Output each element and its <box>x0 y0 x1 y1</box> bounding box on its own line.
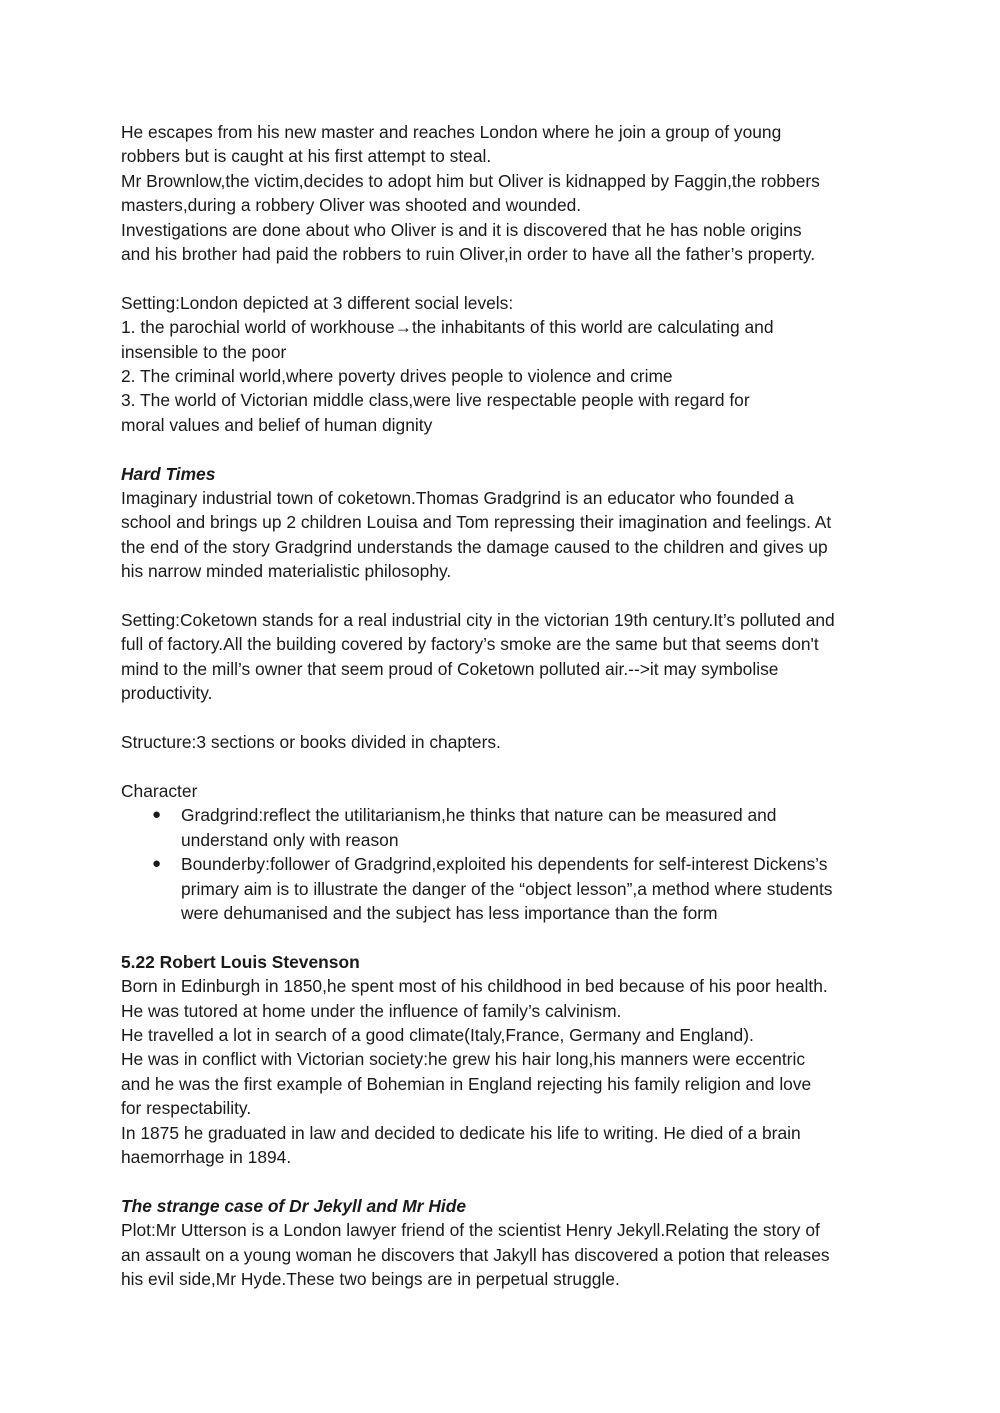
text-line: He was in conflict with Victorian society:he grew his hair long,his manners were eccentric <box>121 1049 806 1070</box>
text-line: haemorrhage in 1894. <box>121 1146 292 1167</box>
text-line: Plot:Mr Utterson is a London lawyer friend of the scientist Henry Jekyll.Relating the story of <box>121 1220 820 1241</box>
text-line: Mr Brownlow,the victim,decides to adopt him but Oliver is kidnapped by Faggin,the robbers <box>121 170 820 191</box>
hard-times-setting-paragraph <box>121 608 891 706</box>
text-line: understand only with reason <box>181 829 399 850</box>
text-line: Born in Edinburgh in 1850,he spent most of his childhood in bed because of his poor health. <box>121 976 828 997</box>
text-line: an assault on a young woman he discovers that Jakyll has discovered a potion that releases <box>121 1244 830 1265</box>
text-line: Setting:London depicted at 3 different social levels: <box>121 292 514 313</box>
text-line: Setting:Coketown stands for a real industrial city in the victorian 19th century.It’s polluted and <box>121 610 835 631</box>
text-line: He was tutored at home under the influence of family’s calvinism. <box>121 1000 622 1021</box>
paragraph-gap <box>121 706 891 730</box>
jekyll-heading: The strange case of Dr Jekyll and Mr Hide <box>121 1195 467 1216</box>
text-line: moral values and belief of human dignity <box>121 414 433 435</box>
oliver-plot-paragraph <box>121 120 891 266</box>
paragraph-gap <box>121 266 891 290</box>
hard-times-structure: Structure:3 sections or books divided in chapters. <box>121 732 501 753</box>
text-line: and he was the first example of Bohemian in England rejecting his family religion and love <box>121 1073 812 1094</box>
paragraph-gap <box>121 925 891 949</box>
character-label: Character <box>121 780 198 801</box>
hard-times-heading: Hard Times <box>121 463 216 484</box>
text-line: He travelled a lot in search of a good climate(Italy,France, Germany and England). <box>121 1024 754 1045</box>
text-line: primary aim is to illustrate the danger of the “object lesson”,a method where students <box>181 878 833 899</box>
text-line: and his brother had paid the robbers to ruin Oliver,in order to have all the father’s property. <box>121 244 816 265</box>
text-line: his narrow minded materialistic philosophy. <box>121 561 452 582</box>
hard-times-intro-paragraph <box>121 486 891 584</box>
text-line: mind to the mill’s owner that seem proud of Coketown polluted air.-->it may symbolise <box>121 658 779 679</box>
paragraph-gap <box>121 584 891 608</box>
text-line: for respectability. <box>121 1098 252 1119</box>
oliver-setting-paragraph <box>121 291 891 437</box>
text-line: Gradgrind:reflect the utilitarianism,he thinks that nature can be measured and <box>181 805 777 826</box>
paragraph-gap <box>121 755 891 779</box>
document-page <box>121 120 891 1291</box>
text-line: were dehumanised and the subject has less importance than the form <box>181 902 718 923</box>
jekyll-plot-paragraph <box>121 1218 891 1291</box>
list-item <box>121 852 891 925</box>
text-line: school and brings up 2 children Louisa and Tom repressing their imagination and feelings. At <box>121 512 832 533</box>
bullet-icon: ● <box>152 806 162 824</box>
text-line: the end of the story Gradgrind understands the damage caused to the children and gives up <box>121 536 828 557</box>
text-line: Bounderby:follower of Gradgrind,exploited his dependents for self-interest Dickens’s <box>181 854 828 875</box>
paragraph-gap <box>121 1169 891 1193</box>
stevenson-paragraph <box>121 974 891 1169</box>
text-line: 3. The world of Victorian middle class,were live respectable people with regard for <box>121 390 750 411</box>
bullet-icon: ● <box>152 855 162 873</box>
text-line: robbers but is caught at his first attempt to steal. <box>121 146 492 167</box>
text-line: Investigations are done about who Oliver is and it is discovered that he has noble origins <box>121 219 802 240</box>
text-line: Imaginary industrial town of coketown.Thomas Gradgrind is an educator who founded a <box>121 488 794 509</box>
text-line: masters,during a robbery Oliver was shooted and wounded. <box>121 195 582 216</box>
text-line: 1. the parochial world of workhouse→the inhabitants of this world are calculating and <box>121 317 774 338</box>
text-line: In 1875 he graduated in law and decided to dedicate his life to writing. He died of a brain <box>121 1122 801 1143</box>
text-line: his evil side,Mr Hyde.These two beings are in perpetual struggle. <box>121 1268 620 1289</box>
text-line: insensible to the poor <box>121 341 287 362</box>
text-line: 2. The criminal world,where poverty drives people to violence and crime <box>121 366 673 387</box>
stevenson-heading: 5.22 Robert Louis Stevenson <box>121 951 360 972</box>
character-list <box>121 803 891 925</box>
text-line: He escapes from his new master and reaches London where he join a group of young <box>121 122 782 142</box>
text-line: full of factory.All the building covered by factory’s smoke are the same but that seems don't <box>121 634 819 655</box>
list-item <box>121 803 891 852</box>
paragraph-gap <box>121 437 891 461</box>
text-line: productivity. <box>121 683 213 704</box>
